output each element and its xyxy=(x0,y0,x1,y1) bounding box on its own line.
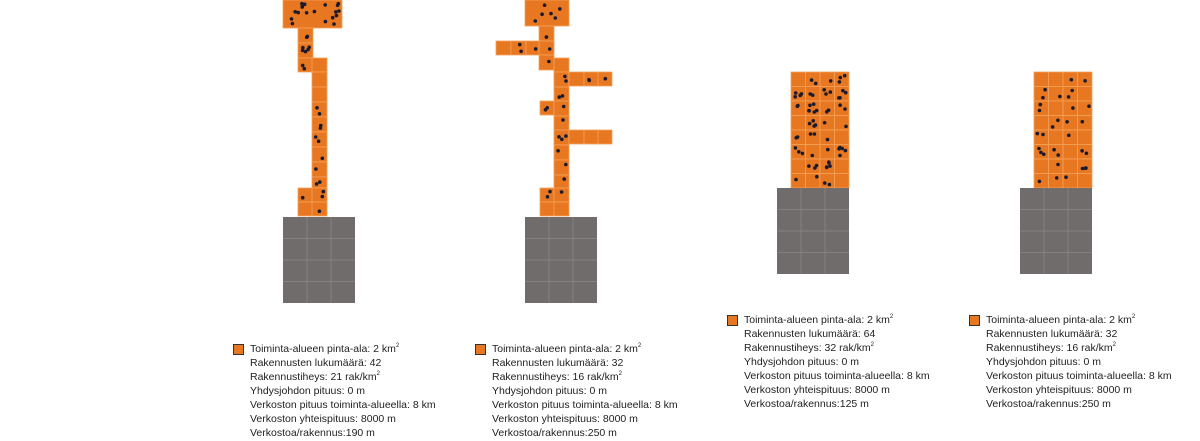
activity-area-cell xyxy=(312,87,327,102)
activity-area-cell xyxy=(1049,101,1064,116)
building-dot xyxy=(1051,125,1055,129)
activity-area-cell xyxy=(820,130,835,145)
activity-area-cell xyxy=(554,175,569,188)
panel-3-stats xyxy=(744,313,930,411)
building-dot xyxy=(844,91,848,95)
building-dot xyxy=(305,35,309,39)
building-dot xyxy=(291,22,295,26)
building-dot xyxy=(564,134,568,138)
building-dot xyxy=(563,75,567,79)
building-dot xyxy=(547,60,551,64)
building-dot xyxy=(811,93,815,97)
building-dot xyxy=(838,96,842,100)
network-total-line: Verkoston yhteispituus: 8000 m xyxy=(250,413,396,425)
building-dot xyxy=(301,46,305,50)
activity-area-cell xyxy=(1049,87,1064,102)
building-dot xyxy=(1083,79,1087,83)
building-dot xyxy=(814,123,818,127)
building-dot xyxy=(1055,176,1059,180)
network-in-area-line: Verkoston pituus toiminta-alueella: 8 km xyxy=(492,399,678,411)
building-dot xyxy=(813,132,817,136)
building-dot xyxy=(546,195,550,199)
building-dot xyxy=(796,105,800,109)
legend-swatch-1 xyxy=(233,344,244,355)
activity-area-cell xyxy=(511,41,526,55)
building-dot xyxy=(1042,153,1046,157)
activity-area-cell xyxy=(1049,174,1064,189)
building-count-line: Rakennusten lukumäärä: 64 xyxy=(744,328,876,340)
panel-4-diagram xyxy=(1020,72,1092,274)
building-count-line: Rakennusten lukumäärä: 42 xyxy=(250,357,382,369)
activity-area-cell xyxy=(598,130,612,144)
activity-area-cell xyxy=(554,58,569,72)
building-dot xyxy=(807,164,811,168)
legend-swatch-3 xyxy=(727,315,738,326)
activity-area-cell xyxy=(1063,101,1078,116)
building-dot xyxy=(301,64,305,68)
building-dot xyxy=(540,12,544,16)
building-dot xyxy=(1041,133,1045,137)
activity-area-cell xyxy=(835,130,850,145)
building-dot xyxy=(1038,180,1042,184)
activity-area-cell xyxy=(312,132,327,147)
building-dot xyxy=(1070,89,1074,93)
building-dot xyxy=(844,125,848,129)
building-dot xyxy=(324,20,328,24)
building-dot xyxy=(322,190,326,194)
building-dot xyxy=(561,118,565,122)
network-total-line: Verkoston yhteispituus: 8000 m xyxy=(492,413,638,425)
activity-area-cell xyxy=(1078,116,1093,131)
activity-area-cell xyxy=(1049,130,1064,145)
activity-area-cell xyxy=(791,174,806,189)
building-dot xyxy=(334,10,338,14)
activity-area-cell xyxy=(584,72,599,86)
building-dot xyxy=(318,112,322,116)
building-dot xyxy=(518,43,522,47)
building-dot xyxy=(560,138,564,142)
activity-area-cell xyxy=(791,72,806,87)
building-dot xyxy=(828,164,832,168)
building-dot xyxy=(808,122,812,126)
activity-area-cell xyxy=(525,0,569,26)
building-dot xyxy=(1080,149,1084,153)
network-in-area-line: Verkoston pituus toiminta-alueella: 8 km xyxy=(986,370,1172,382)
building-dot xyxy=(554,16,558,20)
activity-area-cell xyxy=(1034,174,1049,189)
activity-area-cell xyxy=(1034,130,1049,145)
activity-area-cell xyxy=(1063,116,1078,131)
activity-area-cell xyxy=(298,202,313,216)
building-dot xyxy=(335,14,339,18)
activity-area-cell xyxy=(539,55,554,70)
building-dot xyxy=(815,164,819,168)
building-dot xyxy=(543,3,547,7)
activity-area-cell xyxy=(791,159,806,174)
activity-area-cell xyxy=(1049,72,1064,87)
building-dot xyxy=(544,108,548,112)
activity-area-cell xyxy=(298,28,313,43)
building-dot xyxy=(1056,119,1060,123)
building-dot xyxy=(825,166,829,170)
building-dot xyxy=(561,94,565,98)
network-total-line: Verkoston yhteispituus: 8000 m xyxy=(986,384,1132,396)
building-dot xyxy=(794,146,798,150)
building-dot xyxy=(798,94,802,98)
activity-area-cell xyxy=(1034,116,1049,131)
area-line: Toiminta-alueen pinta-ala: 2 $km^2$ xyxy=(250,343,400,355)
building-dot xyxy=(843,107,847,111)
activity-area-cell xyxy=(312,188,327,202)
activity-area-cell xyxy=(1034,159,1049,174)
building-dot xyxy=(331,16,335,20)
activity-area-cell xyxy=(1063,87,1078,102)
connection-line: Yhdysjohdon pituus: 0 m xyxy=(492,385,607,397)
building-dot xyxy=(321,157,325,161)
building-dot xyxy=(562,177,566,181)
building-dot xyxy=(794,178,798,182)
activity-area-cell xyxy=(312,72,327,87)
panel-2-stats xyxy=(492,342,678,440)
activity-area-cell xyxy=(496,41,511,55)
building-dot xyxy=(838,146,842,150)
density-line: Rakennustiheys: 32 rak/$km^2$ xyxy=(744,342,874,354)
activity-area-cell xyxy=(554,202,569,216)
building-dot xyxy=(519,50,523,54)
building-dot xyxy=(822,88,826,92)
density-line: Rakennustiheys: 16 rak/$km^2$ xyxy=(492,371,622,383)
building-dot xyxy=(811,154,815,158)
building-dot xyxy=(562,105,566,109)
building-dot xyxy=(303,3,307,7)
panel-4-stats xyxy=(986,313,1172,411)
activity-area-cell xyxy=(1078,130,1093,145)
building-dot xyxy=(827,108,831,112)
building-dot xyxy=(838,154,842,158)
legend-swatch-4 xyxy=(969,315,980,326)
building-count-line: Rakennusten lukumäärä: 32 xyxy=(986,328,1118,340)
building-dot xyxy=(829,90,833,94)
connection-line: Yhdysjohdon pituus: 0 m xyxy=(986,356,1101,368)
building-dot xyxy=(300,5,304,9)
density-line: Rakennustiheys: 21 rak/$km^2$ xyxy=(250,371,380,383)
network-in-area-line: Verkoston pituus toiminta-alueella: 8 km xyxy=(250,399,436,411)
activity-area-cell xyxy=(1063,130,1078,145)
building-dot xyxy=(811,119,815,123)
building-dot xyxy=(332,22,336,26)
building-dot xyxy=(290,17,294,21)
building-dot xyxy=(534,19,538,23)
building-dot xyxy=(296,11,300,15)
activity-area-cell xyxy=(312,202,327,216)
building-dot xyxy=(604,77,608,81)
building-dot xyxy=(587,78,591,82)
building-dot xyxy=(319,124,323,128)
panel-1-diagram xyxy=(283,0,355,303)
activity-area-cell xyxy=(791,101,806,116)
building-dot xyxy=(838,80,842,84)
network-per-building-line: Verkostoa/rakennus:125 m xyxy=(744,398,869,410)
building-dot xyxy=(315,106,319,110)
activity-area-cell xyxy=(1049,145,1064,160)
building-dot xyxy=(1037,147,1041,151)
activity-area-cell xyxy=(806,116,821,131)
activity-area-cell xyxy=(835,72,850,87)
activity-area-cell xyxy=(584,130,599,144)
building-dot xyxy=(1052,148,1056,152)
building-dot xyxy=(549,12,553,16)
activity-area-cell xyxy=(820,116,835,131)
building-dot xyxy=(314,135,318,139)
activity-area-cell xyxy=(791,87,806,102)
building-dot xyxy=(1064,175,1068,179)
building-dot xyxy=(556,149,560,153)
activity-area-cell xyxy=(1078,159,1093,174)
building-dot xyxy=(1085,152,1089,156)
building-dot xyxy=(839,76,843,80)
activity-area-cell xyxy=(835,145,850,160)
building-dot xyxy=(1036,132,1040,136)
activity-area-cell xyxy=(569,130,584,144)
building-dot xyxy=(838,103,842,107)
building-dot xyxy=(534,47,538,51)
building-dot xyxy=(321,195,325,199)
activity-area-cell xyxy=(1078,174,1093,189)
building-dot xyxy=(807,109,811,113)
building-dot xyxy=(545,35,549,39)
building-dot xyxy=(548,47,552,51)
building-dot xyxy=(1070,78,1074,82)
connection-line: Yhdysjohdon pituus: 0 m xyxy=(744,356,859,368)
building-dot xyxy=(794,91,798,95)
activity-area-cell xyxy=(820,72,835,87)
building-dot xyxy=(826,148,830,152)
activity-area-cell xyxy=(554,116,569,131)
building-dot xyxy=(315,182,319,186)
activity-area-cell xyxy=(569,72,584,86)
building-dot xyxy=(1087,104,1091,108)
building-dot xyxy=(797,150,801,154)
building-dot xyxy=(306,48,310,52)
building-dot xyxy=(303,67,307,71)
activity-area-cell xyxy=(526,41,540,55)
panel-2-diagram xyxy=(496,0,612,303)
network-per-building-line: Verkostoa/rakennus:250 m xyxy=(492,427,617,439)
building-dot xyxy=(337,9,341,13)
area-line: Toiminta-alueen pinta-ala: 2 $km^2$ xyxy=(744,314,894,326)
building-dot xyxy=(843,74,847,78)
activity-area-cell xyxy=(554,101,569,116)
connection-line: Yhdysjohdon pituus: 0 m xyxy=(250,385,365,397)
activity-area-cell xyxy=(554,188,569,202)
building-dot xyxy=(317,139,321,143)
activity-area-cell xyxy=(554,145,569,160)
building-dot xyxy=(1056,153,1060,157)
building-dot xyxy=(814,82,818,86)
activity-area-cell xyxy=(539,41,554,55)
building-dot xyxy=(827,161,831,165)
building-dot xyxy=(323,3,327,7)
building-dot xyxy=(318,209,322,213)
activity-area-cell xyxy=(835,174,850,189)
building-dot xyxy=(810,78,814,82)
building-dot xyxy=(337,2,341,6)
building-dot xyxy=(301,196,305,200)
building-dot xyxy=(313,10,317,14)
building-dot xyxy=(809,132,813,136)
network-total-line: Verkoston yhteispituus: 8000 m xyxy=(744,384,890,396)
building-dot xyxy=(1043,88,1047,92)
building-dot xyxy=(1067,95,1071,99)
activity-area-cell xyxy=(1063,159,1078,174)
activity-area-cell xyxy=(835,159,850,174)
activity-area-cell xyxy=(1078,101,1093,116)
panel-3-diagram xyxy=(777,72,849,274)
activity-area-cell xyxy=(1063,145,1078,160)
activity-area-cell xyxy=(806,130,821,145)
building-dot xyxy=(314,167,318,171)
activity-area-cell xyxy=(1049,116,1064,131)
activity-area-cell xyxy=(820,145,835,160)
building-dot xyxy=(557,135,561,139)
building-dot xyxy=(305,11,309,15)
building-dot xyxy=(1041,96,1045,100)
building-dot xyxy=(844,149,848,153)
activity-area-cell xyxy=(1078,87,1093,102)
activity-area-cell xyxy=(298,188,313,202)
activity-area-cell xyxy=(540,202,554,216)
building-dot xyxy=(1067,134,1071,138)
activity-area-cell xyxy=(312,147,327,162)
building-dot xyxy=(564,79,568,83)
building-dot xyxy=(823,181,827,185)
network-in-area-line: Verkoston pituus toiminta-alueella: 8 km xyxy=(744,370,930,382)
building-dot xyxy=(794,136,798,140)
activity-area-cell xyxy=(1049,159,1064,174)
building-dot xyxy=(1081,167,1085,171)
area-line: Toiminta-alueen pinta-ala: 2 $km^2$ xyxy=(492,343,642,355)
building-dot xyxy=(815,175,819,179)
building-dot xyxy=(824,92,828,96)
building-dot xyxy=(829,79,833,83)
building-dot xyxy=(826,138,830,142)
activity-area-cell xyxy=(554,160,569,175)
building-dot xyxy=(318,180,322,184)
activity-area-cell xyxy=(1034,72,1049,87)
legend-swatch-2 xyxy=(475,344,486,355)
activity-area-cell xyxy=(835,101,850,116)
building-dot xyxy=(558,95,562,99)
building-dot xyxy=(564,163,568,167)
building-dot xyxy=(548,190,552,194)
building-dot xyxy=(1081,120,1085,124)
building-dot xyxy=(823,121,827,125)
building-dot xyxy=(1065,120,1069,124)
building-dot xyxy=(1038,109,1042,113)
building-dot xyxy=(1039,103,1043,107)
panel-1-stats xyxy=(250,342,436,440)
network-per-building-line: Verkostoa/rakennus:250 m xyxy=(986,398,1111,410)
activity-area-cell xyxy=(312,58,327,72)
building-dot xyxy=(558,7,562,11)
area-line: Toiminta-alueen pinta-ala: 2 $km^2$ xyxy=(986,314,1136,326)
building-dot xyxy=(793,95,797,99)
building-dot xyxy=(812,102,816,106)
activity-area-cell xyxy=(820,174,835,189)
building-count-line: Rakennusten lukumäärä: 32 xyxy=(492,357,624,369)
network-per-building-line: Verkostoa/rakennus:190 m xyxy=(250,427,375,439)
building-dot xyxy=(1071,106,1075,110)
building-dot xyxy=(1056,163,1060,167)
building-dot xyxy=(801,152,805,156)
building-dot xyxy=(1058,95,1062,99)
building-dot xyxy=(808,104,812,108)
building-dot xyxy=(815,109,819,113)
activity-area-cell xyxy=(540,188,554,202)
density-line: Rakennustiheys: 16 rak/$km^2$ xyxy=(986,342,1116,354)
activity-area-cell xyxy=(791,116,806,131)
activity-area-cell xyxy=(1078,145,1093,160)
building-dot xyxy=(560,190,564,194)
building-dot xyxy=(828,183,832,187)
